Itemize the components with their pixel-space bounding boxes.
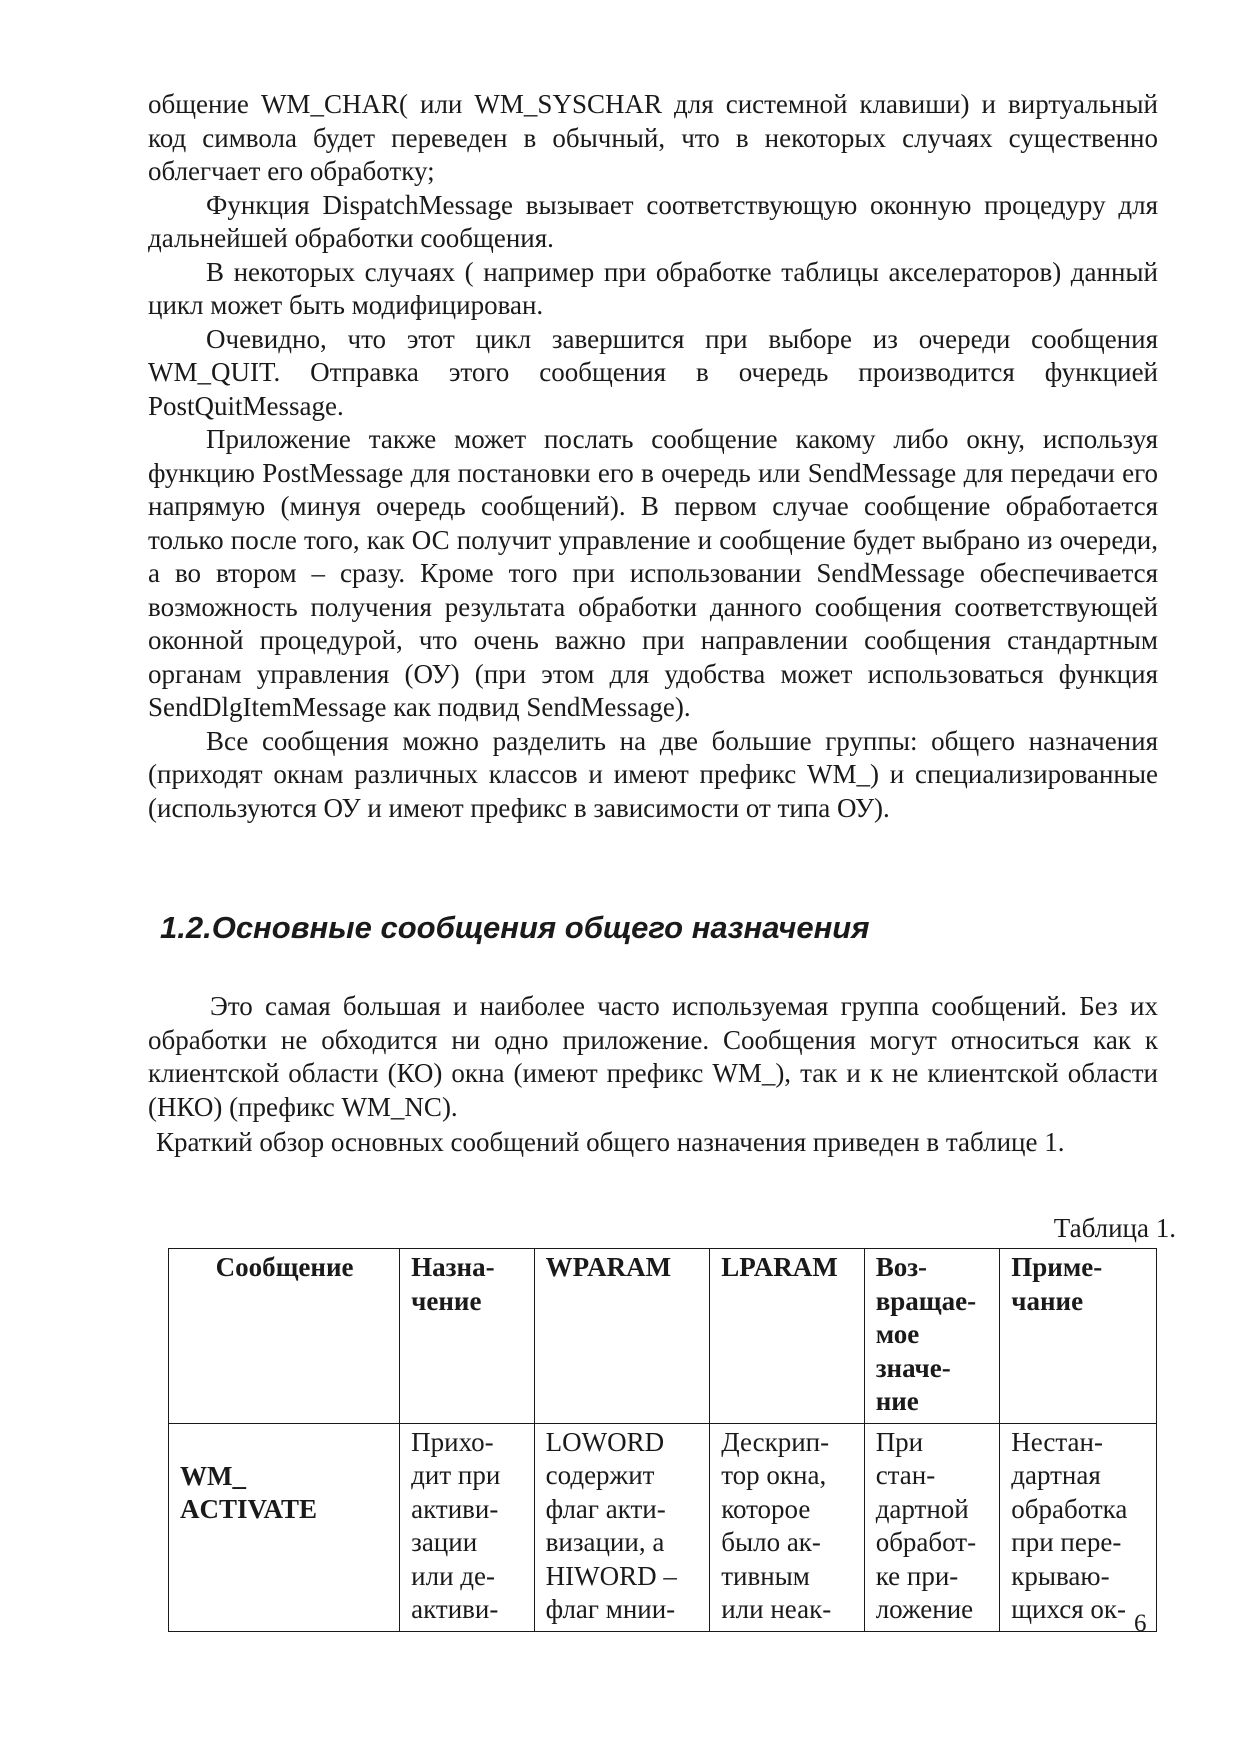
- messages-table: [168, 1248, 1157, 1632]
- paragraph: общение WM_CHAR( или WM_SYSCHAR для системной клавиши) и виртуальный код символа будет переведен в обычный, что в некоторых случаях существенно облегчает его обработку;: [148, 89, 1158, 186]
- page-number: 6: [1134, 1610, 1147, 1637]
- paragraph: Очевидно, что этот цикл завершится при выборе из очереди сообщения WM_QUIT. Отправка этого сообщения в очередь производится функцией PostQuitMessage.: [148, 323, 1158, 421]
- cell-message: WM_ ACTIVATE: [169, 1423, 400, 1631]
- header-return-value: Воз- вращае- мое значе- ние: [864, 1249, 1000, 1424]
- header-wparam: WPARAM: [534, 1249, 710, 1424]
- cell-return-value: При стан- дартной обработ- ке при- ложение: [864, 1423, 1000, 1631]
- header-message: Сообщение: [169, 1249, 400, 1424]
- header-purpose: Назна- чение: [400, 1249, 534, 1424]
- cell-note: Нестан- дартная обработка при пере- крываю- щихся ок-: [1000, 1423, 1157, 1631]
- body-text: [148, 88, 1158, 825]
- table-caption: Таблица 1.: [1053, 1213, 1176, 1243]
- header-lparam: LPARAM: [710, 1249, 864, 1424]
- table-header-row: [169, 1249, 1157, 1424]
- cell-purpose: Прихо- дит при активи- зации или де- активи-: [400, 1423, 534, 1631]
- cell-lparam: Дескрип- тор окна, которое было ак- тивным или неак-: [710, 1423, 864, 1631]
- cell-wparam: LOWORD содержит флаг акти- визации, а HIWORD – флаг мнии-: [534, 1423, 710, 1631]
- header-note: Приме- чание: [1000, 1249, 1157, 1424]
- paragraph: Функция DispatchMessage вызывает соответствующую оконную процедуру для дальнейшей обработки сообщения.: [148, 189, 1158, 253]
- section-text: [148, 990, 1158, 1160]
- section-intro: Это самая большая и наиболее часто используемая группа сообщений. Без их обработки не обходится ни одно приложение. Сообщения могут относиться как к клиентской области (КО) окна (имеют префикс WM_), так и к не клиентской области (НКО) (префикс WM_NC).: [148, 991, 1158, 1122]
- paragraph: Приложение также может послать сообщение какому либо окну, используя функцию PostMessage для постановки его в очередь или SendMessage для передачи его напрямую (минуя очередь сообщений). В первом случае сообщение обработается только после того, как ОС получит управление и сообщение будет выбрано из очереди, а во втором – сразу. Кроме того при использовании SendMessage обеспечивается возможность получения результата обработки данного сообщения соответствующей оконной процедурой, что очень важно при направлении сообщения стандартным органам управления (ОУ) (при этом для удобства может использоваться функция SendDlgItemMessage как подвид SendMessage).: [148, 424, 1158, 722]
- paragraph: В некоторых случаях ( например при обработке таблицы акселераторов) данный цикл может быть модифицирован.: [148, 256, 1158, 320]
- table-row: [169, 1423, 1157, 1631]
- section-summary: Краткий обзор основных сообщений общего назначения приведен в таблице 1.: [156, 1127, 1065, 1157]
- section-heading: 1.2.Основные сообщения общего назначения: [160, 910, 870, 945]
- paragraph: Все сообщения можно разделить на две большие группы: общего назначения (приходят окнам различных классов и имеют префикс WM_) и специализированные (используются ОУ и имеют префикс в зависимости от типа ОУ).: [148, 725, 1158, 823]
